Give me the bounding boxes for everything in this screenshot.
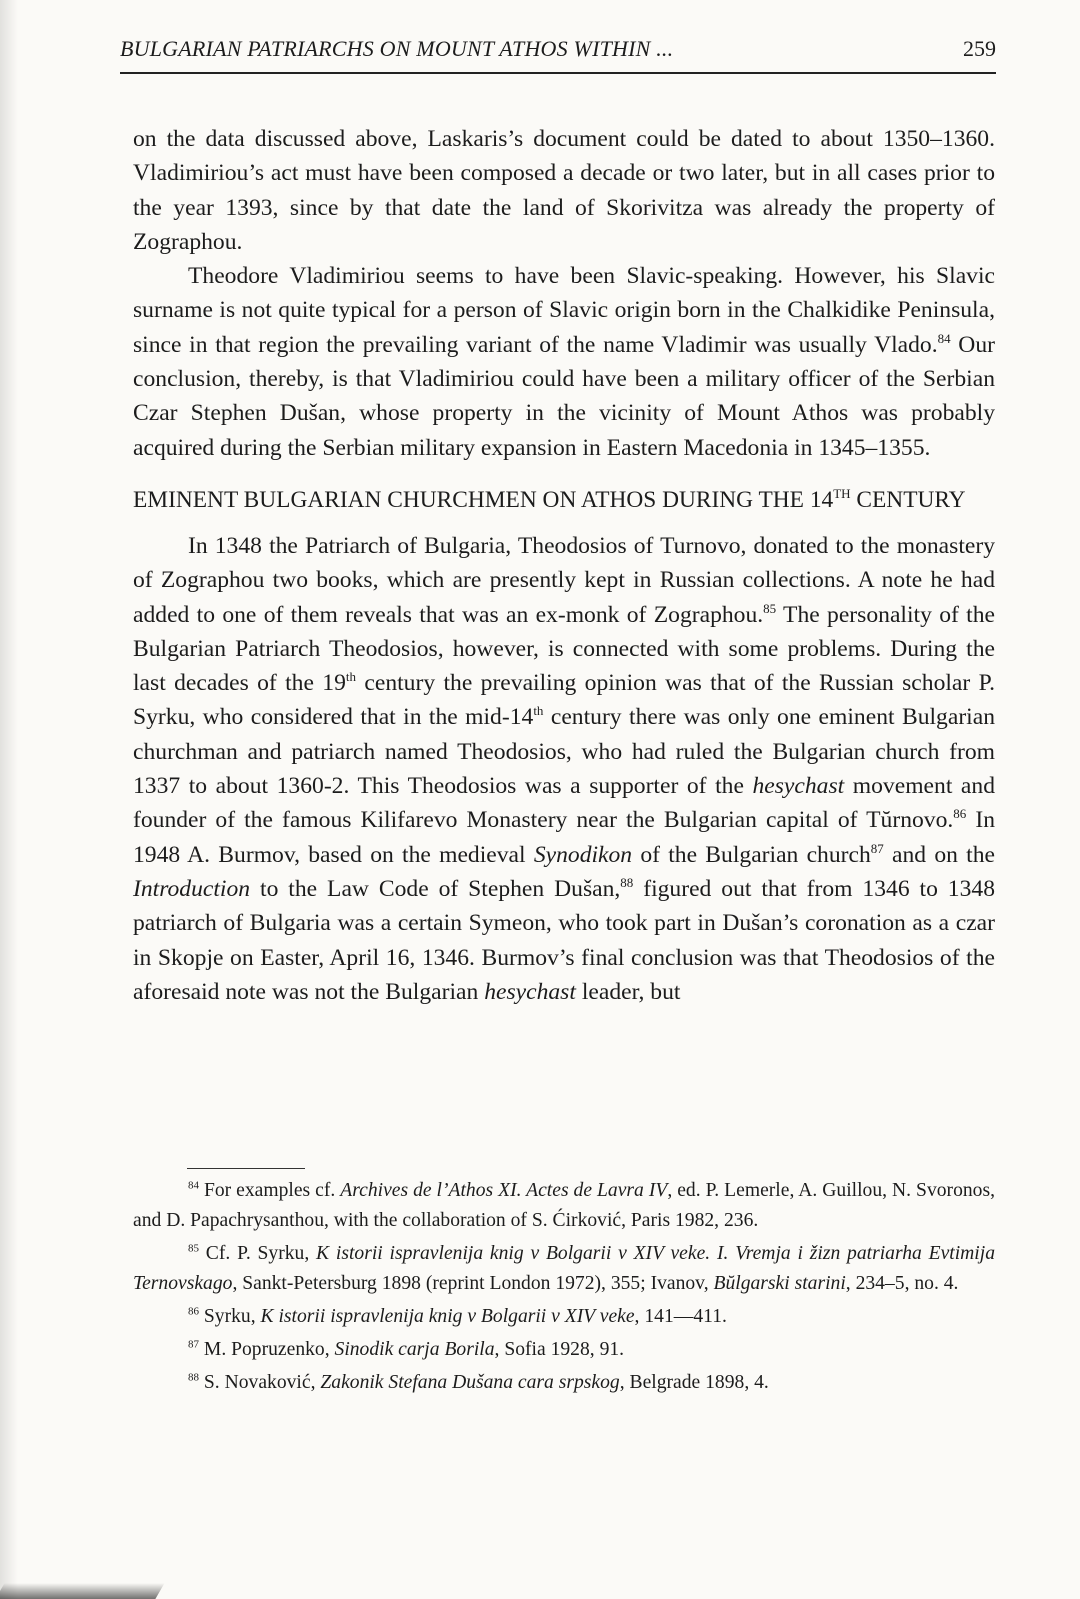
- footnote-86: $^{86}$ Syrku, K istorii ispravlenija knig v Bolgarii v XIV veke, 141—411.: [188, 1305, 727, 1327]
- section-heading: EMINENT BULGARIAN CHURCHMEN ON ATHOS DURING THE 14TH CENTURY: [133, 486, 966, 513]
- footnote-84: $^{84}$ For examples cf. Archives de l’Athos XI. Actes de Lavra IV, ed. P. Lemerle, A. Guillou, N. Svoronos, and D. Papachrysanthou, with the collaboration of S. Ćirković, Paris 1982, 236.: [133, 1179, 995, 1231]
- footnote-85: $^{85}$ Cf. P. Syrku, K istorii ispravlenija knig v Bolgarii v XIV veke. I. Vremja i žizn patriarha Evtimija Ternovskago, Sankt-Petersburg 1898 (reprint London 1972), 355; Ivanov, Bŭlgarski starini, 234–5, no. 4.: [133, 1242, 995, 1294]
- main-text: [133, 122, 995, 1009]
- paragraph-1: on the data discussed above, Laskaris’s document could be dated to about 1350–1360. Vladimiriou’s act must have been composed a decade or two later, but in all cases prior to the year 1393, since by that date the land of Skorivitza was already the property of Zographou.: [133, 126, 995, 255]
- paragraph-2: Theodore Vladimiriou seems to have been Slavic-speaking. However, his Slavic surname is not quite typical for a person of Slavic origin born in the Chalkidike Peninsula, since in that region the prevailing variant of the name Vladimir was usually Vlado.$^{84}$ Our conclusion, thereby, is that Vladimiriou could have been a military officer of the Serbian Czar Stephen Dušan, whose property in the vicinity of Mount Athos was probably acquired during the Serbian military expansion in Eastern Macedonia in 1345–1355.: [133, 263, 995, 461]
- running-header: [120, 34, 996, 74]
- footnotes: [133, 1176, 995, 1401]
- footnote-ref-88: 88: [620, 875, 634, 891]
- page-number: 259: [963, 36, 996, 61]
- footnote-ref-84: 84: [937, 330, 951, 346]
- footnote-divider: [187, 1168, 305, 1169]
- footnote-87: $^{87}$ M. Popruzenko, Sinodik carja Borila, Sofia 1928, 91.: [188, 1338, 625, 1360]
- footnote-88: $^{88}$ S. Novaković, Zakonik Stefana Dušana cara srpskog, Belgrade 1898, 4.: [188, 1371, 769, 1393]
- footnote-ref-85: 85: [763, 600, 777, 616]
- footnote-ref-86: 86: [953, 806, 967, 822]
- page-spine-shadow: [0, 0, 18, 1599]
- footnote-ref-87: 87: [870, 840, 884, 856]
- running-title: BULGARIAN PATRIARCHS ON MOUNT ATHOS WITHIN ...: [120, 36, 674, 61]
- paragraph-3: In 1348 the Patriarch of Bulgaria, Theodosios of Turnovo, donated to the monastery of Zographou two books, which are presently kept in Russian collections. A note he had added to one of them reveals that was an ex-monk of Zographou.$^{85}$ The personality of the Bulgarian Patriarch Theodosios, however, is connected with some problems. During the last decades of the 19th century the prevailing opinion was that of the Russian scholar P. Syrku, who considered that in the mid-14th century there was only one eminent Bulgarian churchman and patriarch named Theodosios, who had ruled the Bulgarian church from 1337 to about 1360-2. This Theodosios was a supporter of the hesychast movement and founder of the famous Kilifarevo Monastery near the Bulgarian capital of Tŭrnovo.$^{86}$ In 1948 A. Burmov, based on the medieval Synodikon of the Bulgarian church$^{87}$ and on the Introduction to the Law Code of Stephen Dušan,$^{88}$ figured out that from 1346 to 1348 patriarch of Bulgaria was a certain Symeon, who took part in Dušan’s coronation as a czar in Skopje on Easter, April 16, 1346. Burmov’s final conclusion was that Theodosios of the aforesaid note was not the Bulgarian hesychast leader, but: [133, 532, 996, 1005]
- scan-edge-shadow: [0, 1583, 165, 1599]
